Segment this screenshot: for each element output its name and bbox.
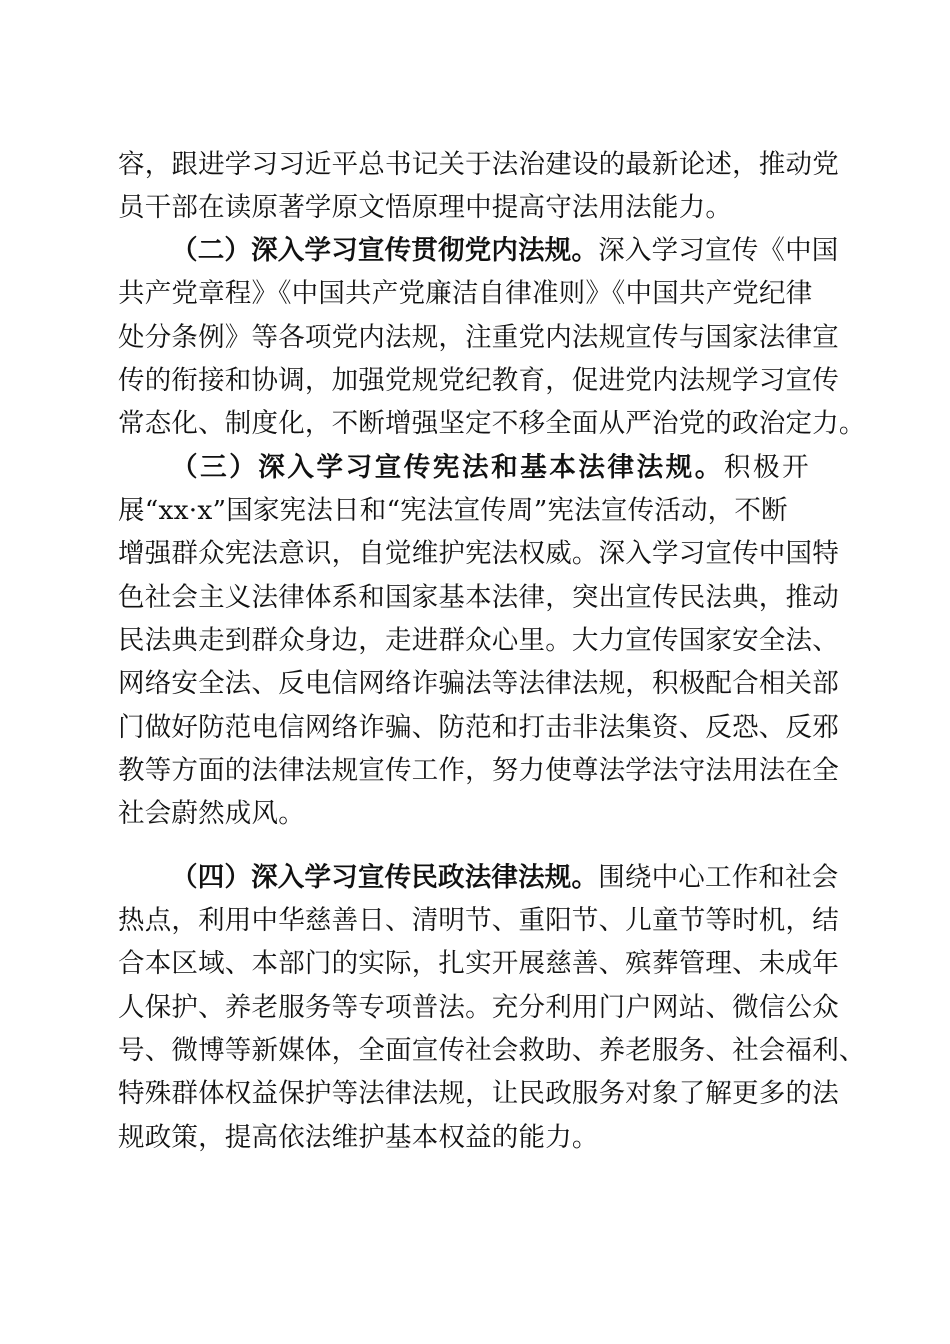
section-heading-line — [171, 858, 838, 898]
line-text: 合本区域、本部门的实际，扎实开展慈善、殡葬管理、未成年 — [118, 948, 839, 979]
line-text: 民法典走到群众身边，走进群众心里。大力宣传国家安全法、 — [118, 625, 839, 656]
text-line — [118, 621, 838, 661]
text-line — [118, 1074, 838, 1114]
line-text: 门做好防范电信网络诈骗、防范和打击非法集资、反恐、反邪 — [118, 712, 839, 743]
line-text: 处分条例》等各项党内法规，注重党内法规宣传与国家法律宣 — [118, 322, 839, 353]
text-line — [118, 1118, 838, 1158]
text-line — [118, 404, 866, 444]
text-line — [118, 708, 838, 748]
line-text: 围绕中心工作和社会 — [598, 862, 839, 893]
text-line — [118, 794, 838, 834]
section-heading-line — [171, 448, 838, 488]
line-text: 增强群众宪法意识，自觉维护宪法权威。深入学习宣传中国特 — [118, 538, 839, 569]
section-heading: （三）深入学习宣传宪法和基本法律法规。 — [171, 452, 724, 483]
text-line — [118, 578, 838, 618]
line-text: 常态化、制度化，不断增强坚定不移全面从严治党的政治定力。 — [118, 408, 866, 439]
text-line — [118, 944, 838, 984]
line-text: 传的衔接和协调，加强党规党纪教育，促进党内法规学习宣传 — [118, 365, 839, 396]
line-text: 积极开 — [723, 452, 812, 483]
line-text: 热点，利用中华慈善日、清明节、重阳节、儿童节等时机，结 — [118, 905, 839, 936]
text-line — [118, 988, 838, 1028]
section-heading-line — [171, 231, 838, 271]
line-text: 员干部在读原著学原文悟原理中提高守法用法能力。 — [118, 192, 733, 223]
line-text: 号、微博等新媒体，全面宣传社会救助、养老服务、社会福利、 — [118, 1035, 866, 1066]
text-line — [118, 901, 838, 941]
line-text: 网络安全法、反电信网络诈骗法等法律法规，积极配合相关部 — [118, 668, 839, 699]
text-line — [118, 361, 838, 401]
text-line — [118, 274, 838, 314]
line-text: 共产党章程》《中国共产党廉洁自律准则》《中国共产党纪律 — [118, 278, 813, 309]
text-line — [118, 188, 838, 228]
line-text: 社会蔚然成风。 — [118, 798, 305, 829]
line-text: 特殊群体权益保护等法律法规，让民政服务对象了解更多的法 — [118, 1078, 839, 1109]
section-heading: （二）深入学习宣传贯彻党内法规。 — [171, 235, 599, 266]
line-text: 人保护、养老服务等专项普法。充分利用门户网站、微信公众 — [118, 992, 839, 1023]
text-line — [118, 318, 838, 358]
text-line — [118, 145, 838, 185]
text-line — [118, 491, 838, 531]
line-text: 容，跟进学习习近平总书记关于法治建设的最新论述，推动党 — [118, 149, 839, 180]
text-line — [118, 751, 838, 791]
section-heading: （四）深入学习宣传民政法律法规。 — [171, 862, 599, 893]
line-text: 教等方面的法律法规宣传工作，努力使尊法学法守法用法在全 — [118, 755, 839, 786]
line-text: 深入学习宣传《中国 — [598, 235, 839, 266]
line-text: 展“xx·x”国家宪法日和“宪法宣传周”宪法宣传活动，不断 — [118, 495, 788, 526]
line-text: 规政策，提高依法维护基本权益的能力。 — [118, 1122, 599, 1153]
text-line — [118, 534, 838, 574]
text-line — [118, 664, 838, 704]
line-text: 色社会主义法律体系和国家基本法律，突出宣传民法典，推动 — [118, 582, 839, 613]
text-line — [118, 1031, 866, 1071]
